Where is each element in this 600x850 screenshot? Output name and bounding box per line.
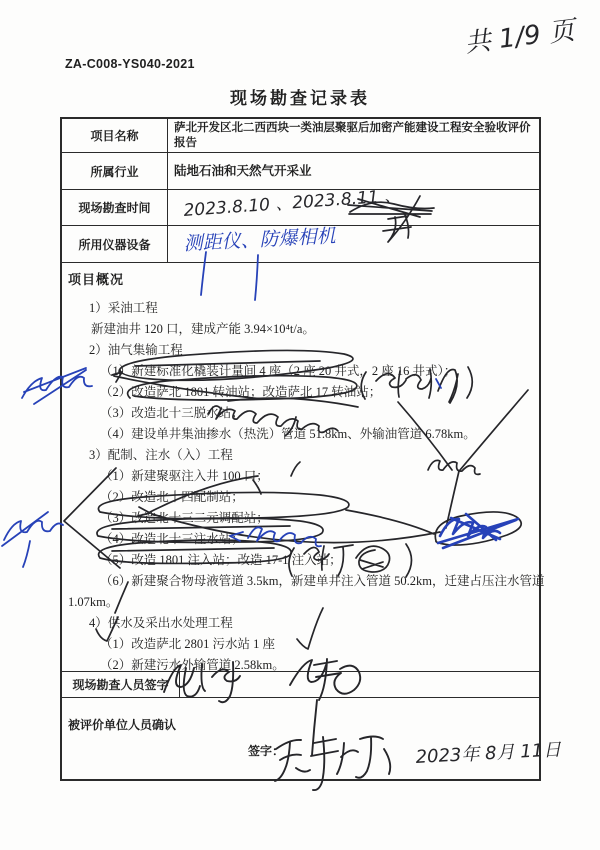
margin-note-lower-left [2,512,63,567]
table-row-project-name [62,119,539,153]
record-table [60,117,545,781]
overview-line: （1）改造萨北 2801 污水站 1 座 [100,637,276,651]
overview-line: （1）新建聚驱注入井 100 口； [100,469,269,483]
overview-line: （1）新建标准化橇装计量间 4 座（2 座 20 井式，2 座 16 井式）； [100,364,457,378]
project-name-label: 项目名称 [62,119,168,152]
confirmation-label: 被评价单位人员确认 [68,718,177,732]
overview-line: 3）配制、注水（入）工程 [89,448,233,462]
overview-line: （4）改造北十三注水站； [100,532,244,546]
surveyor-signature-area [180,672,539,697]
table-row-instruments [62,226,539,263]
industry-label: 所属行业 [62,153,168,189]
overview-line: （2）改造北十四配制站； [100,490,244,504]
overview-line: （3）改造北十三脱水站； [100,406,244,420]
overview-line: （5）改造 1801 注入站；改造 17-1 注入站； [100,553,342,567]
project-name-value: 萨北开发区北二西西块一类油层聚驱后加密产能建设工程安全验收评价报告 [174,121,531,149]
handwritten-survey-dates: 2023.8.10 、2023.8.11 、 [182,185,402,221]
surveyor-signature-label: 现场勘查人员签字 [62,672,180,697]
overview-line: 4）供水及采出水处理工程 [89,616,233,630]
overview-line: （2）新建污水外输管道 2.58km。 [100,658,285,672]
overview-line: （6）新建聚合物母液管道 3.5km，新建单井注入管道 50.2km，迁建占压注水管道 [100,574,545,588]
overview-line: （2）改造萨北 1801 转油站；改造萨北 17 转油站； [100,385,382,399]
instruments-value [168,226,539,262]
table-row-survey-time [62,190,539,226]
overview-line: 2）油气集输工程 [89,343,183,357]
table-row-industry [62,153,539,190]
sign-here-label: 签字： [248,744,285,758]
table-row-surveyor-signature [62,672,539,698]
overview-line: （3）改造北十三二元调配站； [100,511,269,525]
overview-line: 1.07km。 [68,595,119,609]
overview-line: 新建油井 120 口，建成产能 3.94×10⁴t/a。 [91,322,315,336]
handwritten-instruments: 测距仪、防爆相机 [183,225,337,255]
survey-time-label: 现场勘查时间 [62,190,168,225]
table-row-confirmation [62,698,539,779]
overview-line: 1）采油工程 [89,301,158,315]
document-code: ZA-C008-YS040-2021 [65,57,195,71]
handwritten-page-number: 共 1/9 页 [463,15,577,59]
handwritten-confirm-date: 2023年 8月 11日 [415,739,562,768]
table-row-overview [62,263,545,672]
industry-value: 陆地石油和天然气开采业 [174,163,312,178]
page-title: 现场勘查记录表 [230,89,370,108]
overview-line: （4）建设单井集油掺水（热洗）管道 51.8km、外输油管道 6.78km。 [100,427,476,441]
overview-label: 项目概况 [68,272,125,287]
survey-time-value [168,190,539,225]
instruments-label: 所用仪器设备 [62,226,168,262]
